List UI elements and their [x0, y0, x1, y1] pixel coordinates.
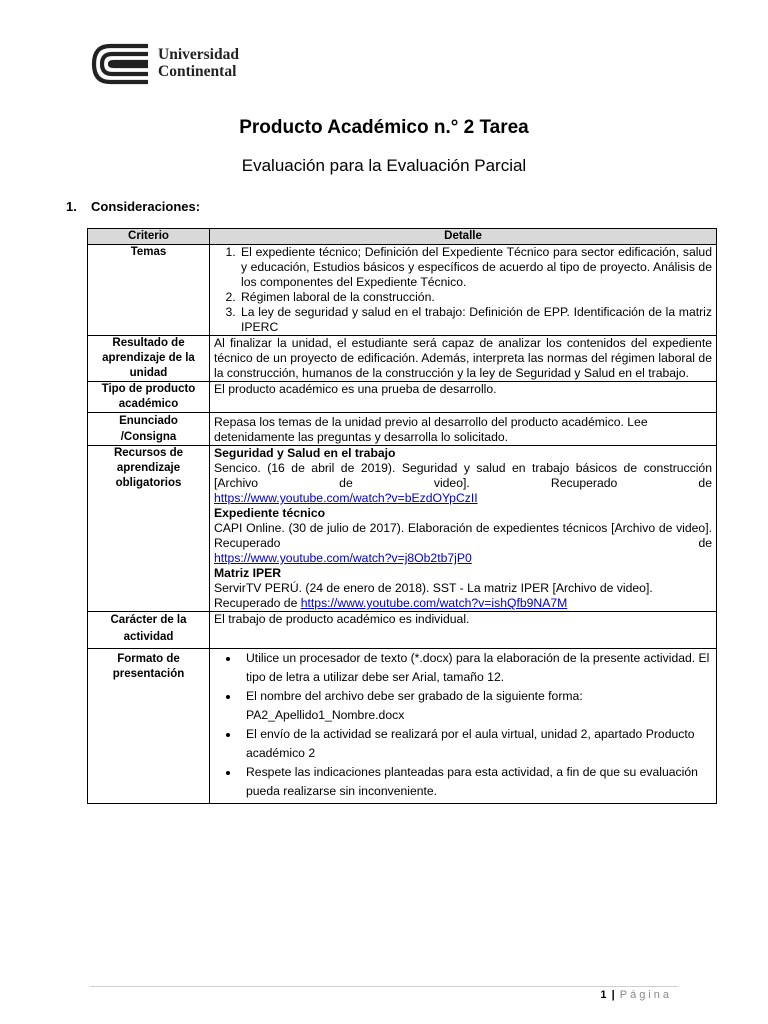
temas-item: 3. La ley de seguridad y salud en el trabajo: Definición de EPP. Identificación de la matriz IPERC	[239, 305, 712, 335]
recurso-citation: ServirTV PERÚ. (24 de enero de 2018). SST - La matriz IPER [Archivo de video]. Recuperado de	[214, 581, 653, 610]
table-row-formato	[88, 649, 717, 804]
document-subtitle: Evaluación para la Evaluación Parcial	[241, 156, 527, 175]
formato-item: • Respete las indicaciones planteadas para esta actividad, a fin de que su evaluación pueda realizarse sin inconveniente.	[240, 763, 712, 801]
formato-item: • El envío de la actividad se realizará por el aula virtual, unidad 2, apartado Producto académico 2	[240, 725, 712, 763]
section-heading	[66, 199, 200, 214]
page-label: Página	[619, 989, 672, 1001]
criterio-enunciado: Enunciado /Consigna	[88, 413, 210, 446]
footer-divider	[90, 986, 678, 987]
page-footer	[600, 989, 672, 1001]
university-logo	[90, 42, 290, 86]
detalle-recursos	[210, 446, 717, 612]
logo-line-1: Universidad	[158, 46, 239, 63]
criterio-tipo: Tipo de producto académico	[88, 382, 210, 413]
recurso-link[interactable]: https://www.youtube.com/watch?v=j8Ob2tb7jP0	[214, 551, 472, 565]
criterio-formato: Formato de presentación	[88, 649, 210, 804]
header-criterio: Criterio	[88, 229, 210, 245]
recurso-citation: CAPI Online. (30 de julio de 2017). Elaboración de expedientes técnicos [Archivo de video]. Recuperado de	[214, 521, 712, 550]
criterio-recursos: Recursos de aprendizaje obligatorios	[88, 446, 210, 612]
criterio-caracter: Carácter de la actividad	[88, 612, 210, 649]
detalle-temas	[210, 245, 717, 336]
formato-item: • Utilice un procesador de texto (*.docx) para la elaboración de la presente actividad. El tipo de letra a utilizar debe ser Arial, tamaño 12.	[240, 649, 712, 687]
detalle-resultado: Al finalizar la unidad, el estudiante será capaz de analizar los contenidos del expediente técnico de un proyecto de edificación. Además, interpreta las normas del régimen laboral de la construcción, humanos de la construcción y la ley de Seguridad y Salud en el trabajo.	[210, 336, 717, 382]
detalle-tipo: El producto académico es una prueba de desarrollo.	[210, 382, 717, 413]
page-number: 1	[600, 989, 607, 1001]
detalle-caracter: El trabajo de producto académico es individual.	[210, 612, 717, 649]
table-row-recursos	[88, 446, 717, 612]
university-name	[158, 46, 239, 80]
recurso-citation-with-link	[214, 581, 712, 611]
section-number: 1.	[66, 199, 77, 214]
table-row-caracter	[88, 612, 717, 649]
table-row-resultado	[88, 336, 717, 382]
recurso-link[interactable]: https://www.youtube.com/watch?v=bEzdOYpCzII	[214, 491, 478, 505]
criterio-temas: Temas	[88, 245, 210, 336]
temas-item: 1. El expediente técnico; Definición del Expediente Técnico para sector edificación, salud y educación, Estudios básicos y específicos de acuerdo al tipo de proyecto. Análisis de los componentes del Expediente Técnico.	[239, 245, 712, 290]
recurso-heading: Matriz IPER	[214, 566, 282, 580]
header-detalle: Detalle	[210, 229, 717, 245]
section-label: Consideraciones:	[91, 199, 201, 214]
recurso-link[interactable]: https://www.youtube.com/watch?v=ishQfb9NA7M	[300, 596, 568, 610]
recurso-heading: Expediente técnico	[214, 506, 326, 520]
temas-list	[214, 245, 712, 335]
table-header-row	[88, 229, 717, 245]
detalle-enunciado: Repasa los temas de la unidad previo al desarrollo del producto académico. Lee detenidamente las preguntas y desarrolla lo solicitado.	[210, 413, 717, 446]
footer-separator: |	[611, 989, 615, 1001]
logo-line-2: Continental	[158, 63, 237, 80]
table-row-enunciado	[88, 413, 717, 446]
formato-item: • El nombre del archivo debe ser grabado de la siguiente forma: PA2_Apellido1_Nombre.docx	[240, 687, 712, 725]
formato-list	[214, 649, 712, 801]
table-row-tipo	[88, 382, 717, 413]
university-logo-icon	[90, 42, 152, 86]
detalle-formato	[210, 649, 717, 804]
recurso-citation: Sencico. (16 de abril de 2019). Seguridad y salud en trabajo básicos de construcción [Archivo de video]. Recuperado de	[214, 461, 712, 490]
temas-item: 2. Régimen laboral de la construcción.	[239, 290, 712, 305]
criterio-resultado: Resultado de aprendizaje de la unidad	[88, 336, 210, 382]
considerations-table	[87, 228, 717, 804]
document-title: Producto Académico n.° 2 Tarea	[239, 117, 529, 138]
recurso-heading: Seguridad y Salud en el trabajo	[214, 446, 396, 460]
table-row-temas	[88, 245, 717, 336]
